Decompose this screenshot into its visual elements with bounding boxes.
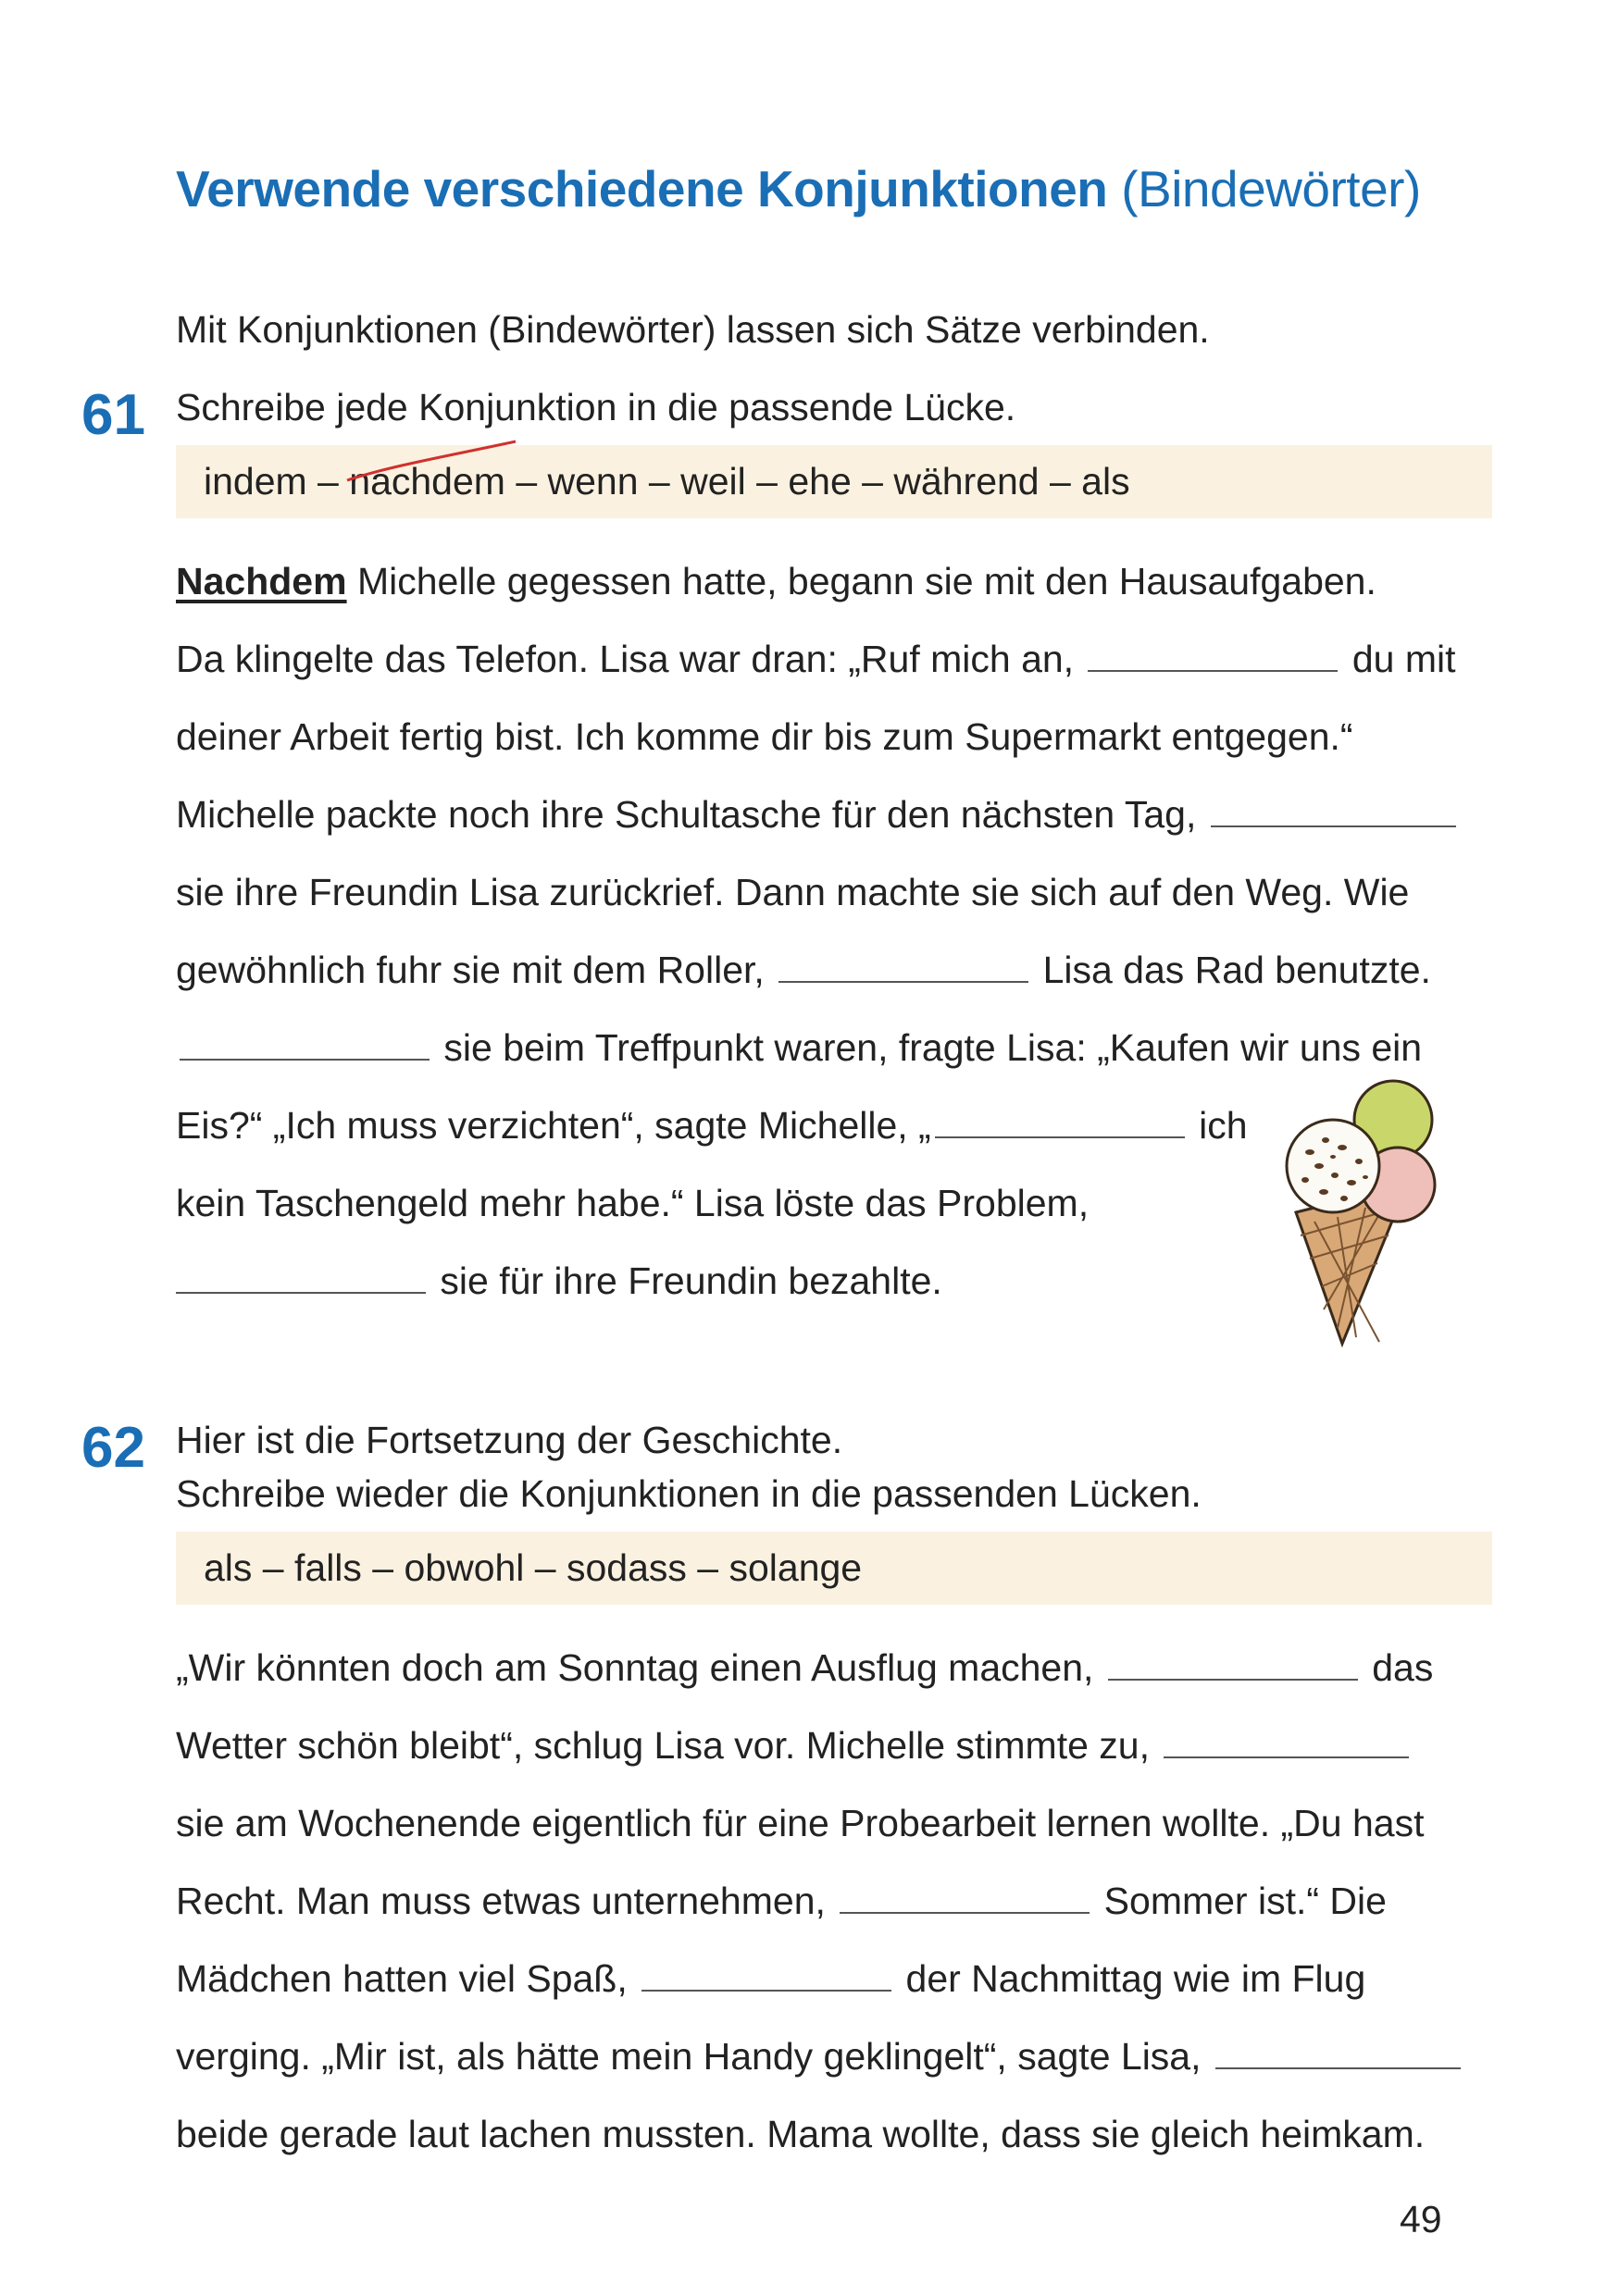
answer-blank-3[interactable] — [778, 953, 1028, 983]
task61-line-6 — [176, 951, 1492, 989]
task62-line-4 — [176, 1882, 1492, 1920]
task62-line-5 — [176, 1957, 1492, 2000]
page-title — [176, 159, 1518, 218]
page-number: 49 — [1400, 2198, 1442, 2240]
text-segment: Mädchen hatten viel Spaß, — [176, 1957, 639, 2000]
text-segment: „Wir könnten doch am Sonntag einen Ausflug machen, — [176, 1646, 1104, 1689]
page-title-paren: (Bindewörter) — [1121, 160, 1421, 217]
ice-cream-illustration — [1268, 1074, 1453, 1351]
task62-line-3: sie am Wochenende eigentlich für eine Probearbeit lernen wollte. „Du hast — [176, 1802, 1425, 1844]
intro-text: Mit Konjunktionen (Bindewörter) lassen sich Sätze verbinden. — [176, 308, 1210, 351]
task61-line-3: deiner Arbeit fertig bist. Ich komme dir bis zum Supermarkt entgegen.“ — [176, 715, 1353, 758]
task61-instruction: Schreibe jede Konjunktion in die passende Lücke. — [176, 386, 1016, 428]
text-segment: Da klingelte das Telefon. Lisa war dran: „Ruf mich an, — [176, 638, 1085, 680]
task62-word-bank: als – falls – obwohl – sodass – solange — [176, 1532, 1492, 1605]
text-segment: gewöhnlich fuhr sie mit dem Roller, — [176, 949, 776, 991]
answer-blank-2[interactable] — [1211, 798, 1456, 827]
strike-line-icon — [345, 440, 521, 486]
task62-instruction-1: Hier ist die Fortsetzung der Geschichte. — [176, 1419, 843, 1461]
task61-line-7 — [176, 1026, 1492, 1069]
text-segment: Michelle packte noch ihre Schultasche für den nächsten Tag, — [176, 793, 1207, 836]
crossed-out-word — [349, 445, 505, 518]
task62-line-2 — [176, 1724, 1492, 1767]
text-segment: der Nachmittag wie im Flug — [895, 1957, 1366, 2000]
task62-line-6 — [176, 2035, 1492, 2078]
task62-line-1 — [176, 1646, 1492, 1689]
answer-blank-1[interactable] — [1088, 642, 1338, 672]
word-bank-rest: – wenn – weil – ehe – während – als — [504, 460, 1130, 503]
task61-line-1 — [176, 560, 1492, 602]
answer-blank-6[interactable] — [176, 1264, 426, 1294]
answer-blank-5[interactable] — [935, 1109, 1185, 1138]
text-segment: Recht. Man muss etwas unternehmen, — [176, 1880, 837, 1922]
task61-line-4 — [176, 793, 1492, 836]
task61-line-9: kein Taschengeld mehr habe.“ Lisa löste das Problem, — [176, 1182, 1090, 1224]
text-segment: sie für ihre Freundin bezahlte. — [430, 1260, 942, 1302]
task61-line-2 — [176, 640, 1492, 678]
text-segment: das — [1361, 1646, 1434, 1689]
text-segment: sie beim Treffpunkt waren, fragte Lisa: „Kaufen wir uns ein — [433, 1026, 1423, 1069]
task61-line-5: sie ihre Freundin Lisa zurückrief. Dann machte sie sich auf den Weg. Wie — [176, 871, 1410, 913]
word-bank-start: indem – — [204, 460, 350, 503]
answer-blank-7[interactable] — [1108, 1651, 1358, 1681]
task61-word-bank — [176, 445, 1492, 518]
crossed-word-text: nachdem — [349, 460, 505, 503]
text-segment: du mit — [1341, 638, 1456, 680]
text-segment: Wetter schön bleibt“, schlug Lisa vor. Michelle stimmte zu, — [176, 1724, 1161, 1767]
answer-blank-4[interactable] — [180, 1031, 430, 1061]
task-number-62: 62 — [81, 1416, 145, 1480]
ice-cream-scoop-chocolate-chip — [1287, 1120, 1379, 1212]
example-answer: Nachdem — [176, 560, 347, 602]
text-segment: Michelle gegessen hatte, begann sie mit den Hausaufgaben. — [346, 560, 1376, 602]
answer-blank-8[interactable] — [1164, 1729, 1409, 1758]
text-segment: Lisa das Rad benutzte. — [1032, 949, 1431, 991]
text-segment: Sommer ist.“ Die — [1093, 1880, 1387, 1922]
task62-line-7: beide gerade laut lachen mussten. Mama wollte, dass sie gleich heimkam. — [176, 2113, 1426, 2155]
answer-blank-11[interactable] — [1215, 2040, 1461, 2069]
task62-instruction-2: Schreibe wieder die Konjunktionen in die passenden Lücken. — [176, 1472, 1202, 1515]
text-segment: verging. „Mir ist, als hätte mein Handy geklingelt“, sagte Lisa, — [176, 2035, 1212, 2078]
answer-blank-10[interactable] — [641, 1962, 891, 1992]
text-segment: Eis?“ „Ich muss verzichten“, sagte Michelle, „ — [176, 1104, 931, 1147]
page-title-bold: Verwende verschiedene Konjunktionen — [176, 160, 1108, 217]
text-segment: ich — [1188, 1104, 1248, 1147]
answer-blank-9[interactable] — [840, 1884, 1090, 1914]
task-number-61: 61 — [81, 383, 145, 447]
